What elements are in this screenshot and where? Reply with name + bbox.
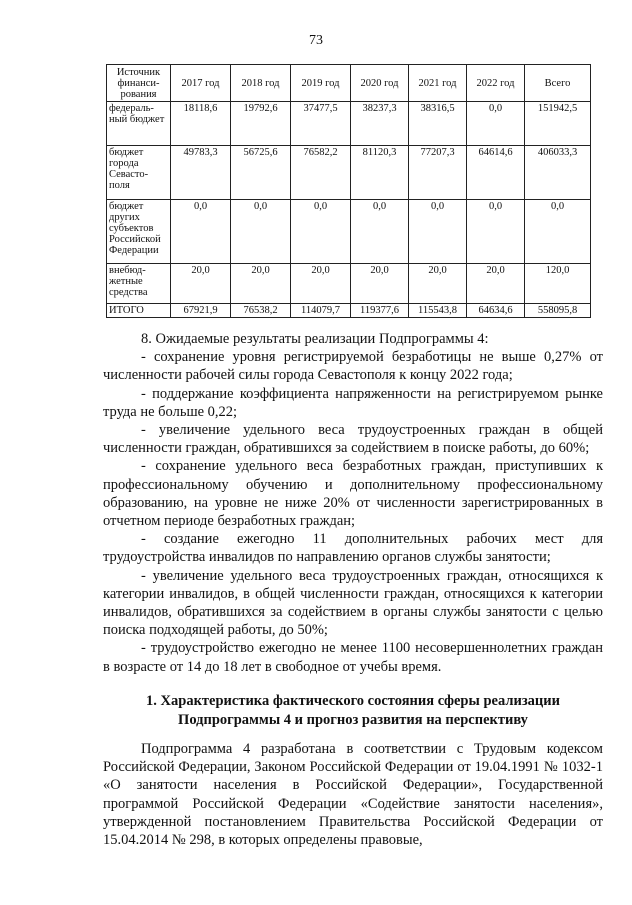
table-source-cell: бюджет города Севасто-поля — [107, 146, 171, 200]
table-cell: 0,0 — [231, 200, 291, 264]
table-row — [107, 264, 591, 304]
table-cell: 20,0 — [171, 264, 231, 304]
table-header-cell: Всего — [525, 65, 591, 102]
table-cell: 20,0 — [409, 264, 467, 304]
table-cell: 0,0 — [525, 200, 591, 264]
table-cell: 558095,8 — [525, 304, 591, 318]
table-cell: 20,0 — [467, 264, 525, 304]
table-header-row — [107, 65, 591, 102]
table-cell: 0,0 — [467, 102, 525, 146]
heading-line: Подпрограммы 4 и прогноз развития на перспективу — [178, 711, 528, 728]
table-row — [107, 102, 591, 146]
table-cell: 120,0 — [525, 264, 591, 304]
section-title: 8. Ожидаемые результаты реализации Подпрограммы 4: — [141, 331, 489, 347]
table-header-cell: 2017 год — [171, 65, 231, 102]
list-item: - трудоустройство ежегодно не менее 1100 несовершеннолетних граждан в возрасте от 14 до 18 лет в свободное от учебы время. — [103, 640, 603, 675]
table-cell: 81120,3 — [351, 146, 409, 200]
list-item: - поддержание коэффициента напряженности на регистрируемом рынке труда не больше 0,22; — [103, 385, 603, 420]
table-cell: 119377,6 — [351, 304, 409, 318]
financing-table — [106, 64, 591, 318]
table-cell: 67921,9 — [171, 304, 231, 318]
heading-line: 1. Характеристика фактического состояния сферы реализации — [146, 693, 560, 709]
table-cell: 38316,5 — [409, 102, 467, 146]
table-cell: 115543,8 — [409, 304, 467, 318]
section-heading — [103, 692, 603, 729]
list-item: - сохранение уровня регистрируемой безработицы не выше 0,27% от численности рабочей силы города Севастополя к концу 2022 года; — [103, 349, 603, 384]
table-source-cell: федераль-ный бюджет — [107, 102, 171, 146]
table-cell: 0,0 — [291, 200, 351, 264]
table-cell: 56725,6 — [231, 146, 291, 200]
table-total-row — [107, 304, 591, 318]
table-cell: 49783,3 — [171, 146, 231, 200]
list-item: - увеличение удельного веса трудоустроенных граждан в общей численности граждан, обратившихся за содействием в поиске работы, до 60%; — [103, 422, 603, 457]
table-cell: 406033,3 — [525, 146, 591, 200]
table-source-cell: ИТОГО — [107, 304, 171, 318]
table-source-cell: бюджет других субъектов Российской Федерации — [107, 200, 171, 264]
table-header-cell: 2021 год — [409, 65, 467, 102]
table-source-cell: внебюд-жетные средства — [107, 264, 171, 304]
list-item: - сохранение удельного веса безработных граждан, приступивших к профессиональному обучению и дополнительному профессиональному образованию, на уровне не ниже 20% от численности зарегистрированных в отчетном периоде безработных граждан; — [103, 458, 603, 530]
page-number: 73 — [309, 33, 323, 48]
table-cell: 18118,6 — [171, 102, 231, 146]
table-cell: 151942,5 — [525, 102, 591, 146]
table-header-cell: 2020 год — [351, 65, 409, 102]
table-cell: 114079,7 — [291, 304, 351, 318]
table-cell: 77207,3 — [409, 146, 467, 200]
table-cell: 0,0 — [409, 200, 467, 264]
list-item: - создание ежегодно 11 дополнительных рабочих мест для трудоустройства инвалидов по направлению органов службы занятости; — [103, 531, 603, 566]
list-item: - увеличение удельного веса трудоустроенных граждан, относящихся к категории инвалидов, в общей численности граждан, относящихся к категории инвалидов, обратившихся за содействием в органы службы занятости с целью поиска подходящей работы, до 50%; — [103, 567, 603, 639]
table-cell: 76538,2 — [231, 304, 291, 318]
table-cell: 20,0 — [231, 264, 291, 304]
expected-results-section — [103, 330, 603, 676]
table-cell: 76582,2 — [291, 146, 351, 200]
table-cell: 20,0 — [351, 264, 409, 304]
table-row — [107, 146, 591, 200]
table-cell: 64614,6 — [467, 146, 525, 200]
table-header-cell: 2022 год — [467, 65, 525, 102]
table-header-cell: 2019 год — [291, 65, 351, 102]
table-row — [107, 200, 591, 264]
table-cell: 0,0 — [467, 200, 525, 264]
table-cell: 0,0 — [351, 200, 409, 264]
body-paragraph: Подпрограмма 4 разработана в соответствии с Трудовым кодексом Российской Федерации, Законом Российской Федерации от 19.04.1991 № 1032-1 «О занятости населения в Российской Федерации», Государственной программой Российской Федерации «Содействие занятости населения», утвержденной постановлением Правительства Российской Федерации от 15.04.2014 № 298, в которых определены правовые, — [103, 741, 603, 849]
table-cell: 0,0 — [171, 200, 231, 264]
table-cell: 37477,5 — [291, 102, 351, 146]
table-cell: 19792,6 — [231, 102, 291, 146]
table-cell: 38237,3 — [351, 102, 409, 146]
table-header-cell: Источник финанси-рования — [107, 65, 171, 102]
table-header-cell: 2018 год — [231, 65, 291, 102]
table-cell: 20,0 — [291, 264, 351, 304]
table-cell: 64634,6 — [467, 304, 525, 318]
